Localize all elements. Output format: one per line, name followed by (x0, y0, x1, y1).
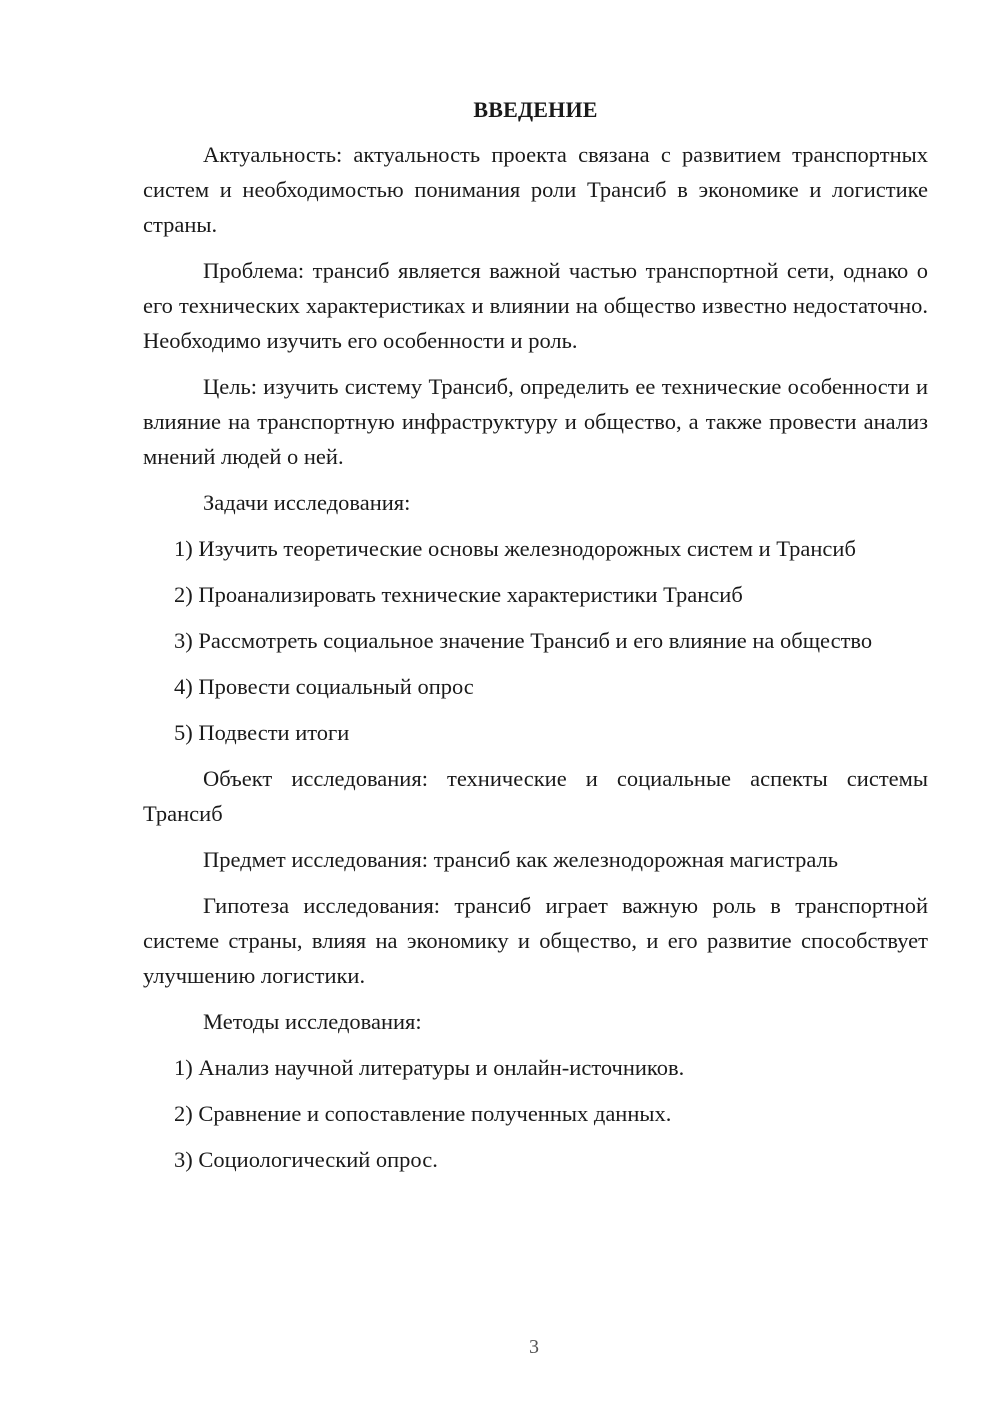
section-heading: ВВЕДЕНИЕ (473, 97, 598, 122)
task-item: 1) Изучить теоретические основы железнодорожных систем и Трансиб (174, 536, 856, 561)
problem-paragraph: Проблема: трансиб является важной частью транспортной сети, однако о его технических характеристиках и влиянии на общество известно недостаточно. Необходимо изучить его особенности и роль. (143, 258, 928, 353)
method-item: 2) Сравнение и сопоставление полученных данных. (174, 1101, 672, 1126)
tasks-title: Задачи исследования: (203, 490, 411, 515)
relevance-paragraph: Актуальность: актуальность проекта связана с развитием транспортных систем и необходимостью понимания роли Трансиб в экономике и логистике страны. (143, 142, 928, 237)
subject-paragraph: Предмет исследования: трансиб как железнодорожная магистраль (203, 847, 838, 872)
task-item: 3) Рассмотреть социальное значение Трансиб и его влияние на общество (174, 628, 873, 653)
goal-paragraph: Цель: изучить систему Трансиб, определить ее технические особенности и влияние на транспортную инфраструктуру и общество, а также провести анализ мнений людей о ней. (143, 374, 928, 469)
hypothesis-paragraph: Гипотеза исследования: трансиб играет важную роль в транспортной системе страны, влияя на экономику и общество, и его развитие способствует улучшению логистики. (143, 893, 928, 988)
method-item: 3) Социологический опрос. (174, 1147, 438, 1172)
object-paragraph: Объект исследования: технические и социальные аспекты системы Трансиб (143, 766, 928, 826)
task-item: 5) Подвести итоги (174, 720, 350, 745)
task-item: 4) Провести социальный опрос (174, 674, 474, 699)
method-item: 1) Анализ научной литературы и онлайн-источников. (174, 1055, 685, 1080)
page-number: 3 (529, 1336, 539, 1358)
methods-title: Методы исследования: (203, 1009, 422, 1034)
task-item: 2) Проанализировать технические характеристики Трансиб (174, 582, 743, 607)
page-content (143, 92, 928, 1177)
